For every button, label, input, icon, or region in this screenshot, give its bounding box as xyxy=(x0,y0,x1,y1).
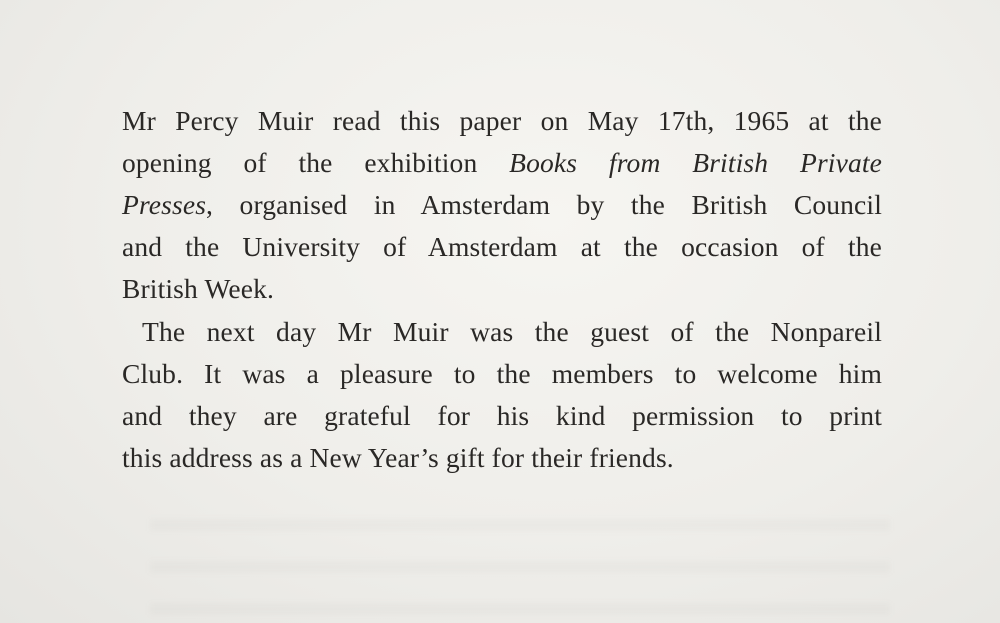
paragraph-1-line-1: Mr Percy Muir read this paper on May 17th, 1965 at the xyxy=(122,105,882,136)
paragraph-1-line-3 xyxy=(122,184,882,226)
paragraph-2-line-3: and they are grateful for his kind permission to print xyxy=(122,400,882,431)
colophon-text xyxy=(122,100,882,479)
paragraph-1 xyxy=(122,100,882,310)
exhibition-title-part-1: Books from British Private xyxy=(509,147,882,178)
paragraph-1-line-2 xyxy=(122,142,882,184)
paper-show-through xyxy=(150,505,890,615)
paragraph-1-line-5: British Week. xyxy=(122,273,274,304)
paragraph-2-line-1: The next day Mr Muir was the guest of the Nonpareil xyxy=(142,316,882,347)
paragraph-2-line-2: Club. It was a pleasure to the members to welcome him xyxy=(122,358,882,389)
line-3-rest: , organised in Amsterdam by the British Council xyxy=(206,189,882,220)
exhibition-title-part-2: Presses xyxy=(122,189,207,220)
paragraph-1-line-4: and the University of Amsterdam at the occasion of the xyxy=(122,231,882,262)
paragraph-2 xyxy=(122,311,882,479)
paragraph-2-line-4: this address as a New Year’s gift for their friends. xyxy=(122,442,674,473)
line-2-prefix: opening of the exhibition xyxy=(122,147,478,178)
